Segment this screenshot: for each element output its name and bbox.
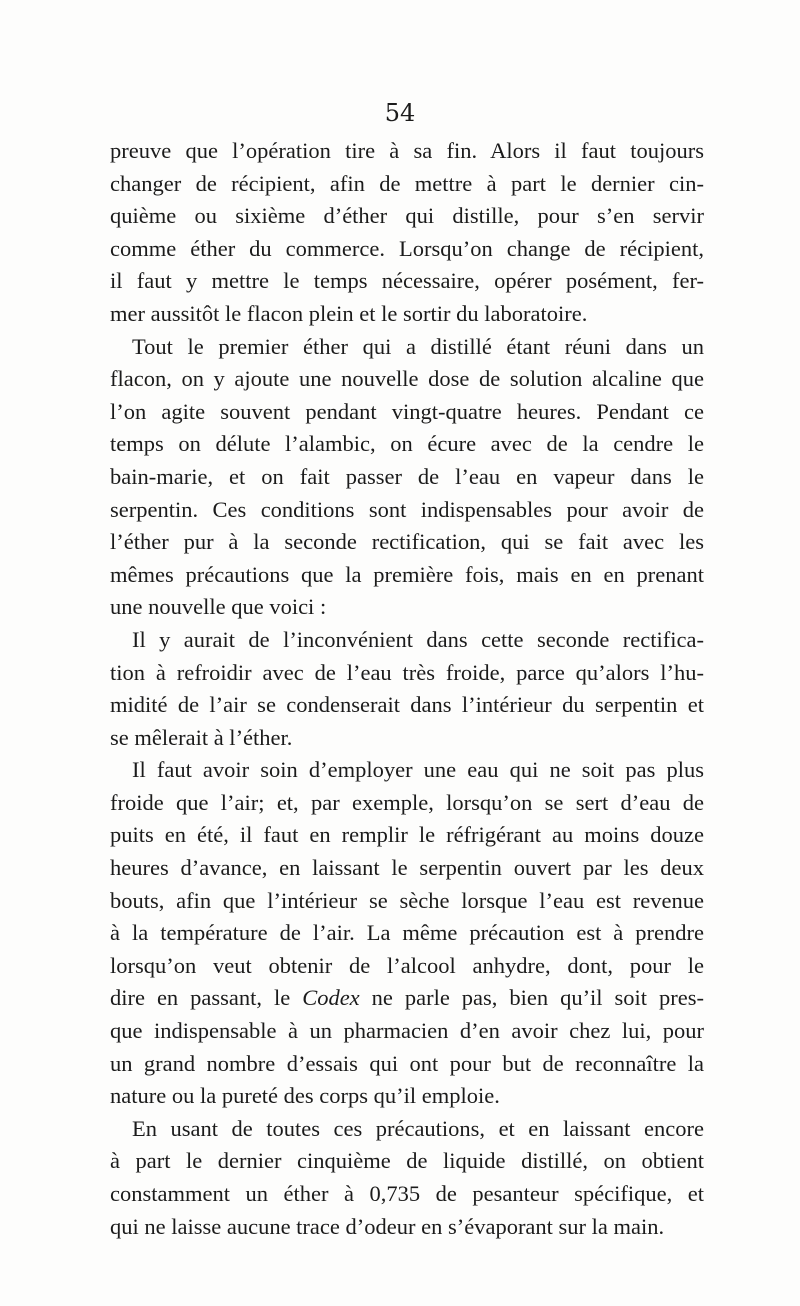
text-line: à la température de l’air. La même précaution est à prendre <box>110 920 704 946</box>
text-line: tion à refroidir avec de l’eau très froide, parce qu’alors l’hu- <box>110 659 704 685</box>
text-line: bouts, afin que l’intérieur se sèche lorsque l’eau est revenue <box>110 887 704 913</box>
text-line: un grand nombre d’essais qui ont pour but de reconnaître la <box>110 1050 704 1076</box>
text-line: serpentin. Ces conditions sont indispensables pour avoir de <box>110 496 704 522</box>
text-line: se mêlerait à l’éther. <box>110 724 293 750</box>
text-line <box>110 982 704 1015</box>
text-line: preuve que l’opération tire à sa fin. Alors il faut toujours <box>110 138 704 163</box>
text-line: puits en été, il faut en remplir le réfrigérant au moins douze <box>110 822 704 848</box>
paragraph <box>110 624 704 754</box>
text-line: lorsqu’on veut obtenir de l’alcool anhydre, dont, pour le <box>110 952 704 978</box>
text-line: heures d’avance, en laissant le serpentin ouvert par les deux <box>110 855 704 881</box>
text-line: mer aussitôt le flacon plein et le sortir du laboratoire. <box>110 300 588 326</box>
text-line: flacon, on y ajoute une nouvelle dose de solution alcaline que <box>110 366 704 392</box>
paragraph <box>110 135 704 331</box>
text-line: comme éther du commerce. Lorsqu’on change de récipient, <box>110 235 704 261</box>
text-line: l’on agite souvent pendant vingt-quatre heures. Pendant ce <box>110 398 704 424</box>
text-segment: ne parle pas, bien qu’il soit pres- <box>359 985 704 1011</box>
text-line: Il faut avoir soin d’employer une eau qui ne soit pas plus <box>132 757 704 783</box>
paragraph <box>110 331 704 624</box>
text-line: une nouvelle que voici : <box>110 594 327 620</box>
text-line: En usant de toutes ces précautions, et en laissant encore <box>132 1115 704 1141</box>
text-line: à part le dernier cinquième de liquide distillé, on obtient <box>110 1148 704 1174</box>
text-line: Tout le premier éther qui a distillé étant réuni dans un <box>132 333 704 359</box>
text-segment: dire en passant, le <box>110 985 303 1011</box>
text-line: Il y aurait de l’inconvénient dans cette seconde rectifica- <box>132 626 704 652</box>
body-text <box>110 135 704 1243</box>
text-line: froide que l’air; et, par exemple, lorsqu’on se sert d’eau de <box>110 789 704 815</box>
text-line: il faut y mettre le temps nécessaire, opérer posément, fer- <box>110 268 704 294</box>
page-number: 54 <box>384 99 416 127</box>
italic-term: Codex <box>302 985 360 1011</box>
text-line: qui ne laisse aucune trace d’odeur en s’évaporant sur la main. <box>110 1213 665 1239</box>
text-line: l’éther pur à la seconde rectification, qui se fait avec les <box>110 529 704 555</box>
paragraph <box>110 1113 704 1243</box>
text-line: constamment un éther à 0,735 de pesanteur spécifique, et <box>110 1181 704 1206</box>
text-line: bain-marie, et on fait passer de l’eau en vapeur dans le <box>110 463 704 489</box>
text-line: nature ou la pureté des corps qu’il emploie. <box>110 1083 500 1109</box>
text-line: mêmes précautions que la première fois, mais en en prenant <box>110 561 704 587</box>
text-line: quième ou sixième d’éther qui distille, pour s’en servir <box>110 203 704 229</box>
text-line: midité de l’air se condenserait dans l’intérieur du serpentin et <box>110 692 704 718</box>
text-line: changer de récipient, afin de mettre à part le dernier cin- <box>110 170 704 196</box>
text-line: temps on délute l’alambic, on écure avec de la cendre le <box>110 431 704 457</box>
text-line: que indispensable à un pharmacien d’en avoir chez lui, pour <box>110 1018 704 1044</box>
paragraph <box>110 754 704 1113</box>
